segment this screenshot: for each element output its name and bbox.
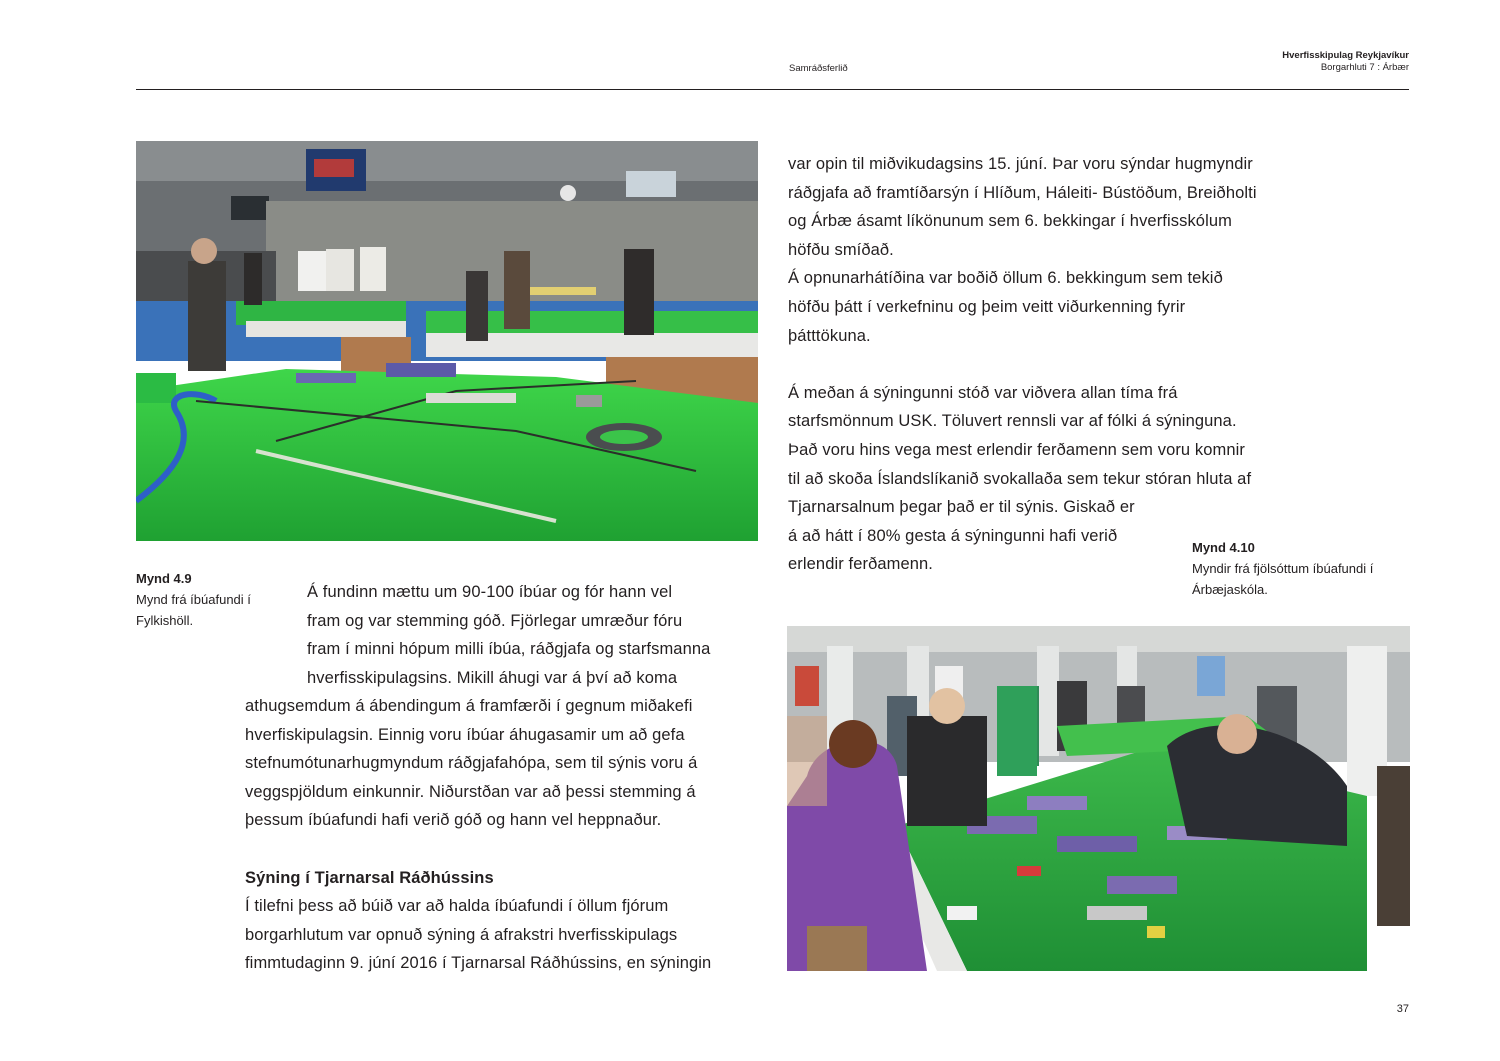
text-line: þátttökuna. bbox=[788, 326, 871, 345]
text-line: Á fundinn mættu um 90-100 íbúar og fór hann vel bbox=[307, 583, 673, 601]
text-line: starfsmönnum USK. Töluvert rennsli var af fólki á sýninguna. bbox=[788, 412, 1237, 431]
text-line: fram í minni hópum milli íbúa, ráðgjafa og starfsmanna bbox=[307, 640, 711, 659]
text-line: höfðu smíðað. bbox=[788, 240, 894, 259]
photo-arbaejaskoli-meeting bbox=[787, 626, 1410, 971]
text-line: hverfiskipulagsin. Einnig voru íbúar áhugasamir um að gefa bbox=[245, 725, 685, 744]
text-line: Í tilefni þess að búið var að halda íbúafundi í öllum fjórum bbox=[245, 897, 669, 916]
text-line: og Árbæ ásamt líkönunum sem 6. bekkingar í hverfisskólum bbox=[788, 212, 1232, 231]
text-line: á að hátt í 80% gesta á sýningunni hafi verið bbox=[788, 526, 1118, 545]
photo-fylkisholl-model bbox=[136, 141, 758, 541]
header-rule bbox=[136, 89, 1409, 90]
figure-caption-4-9 bbox=[136, 568, 251, 631]
page-number: 37 bbox=[1396, 1003, 1409, 1015]
left-intro-paragraph bbox=[307, 578, 710, 692]
text-line: stefnumótunarhugmyndum ráðgjafahópa, sem til sýnis voru á bbox=[245, 754, 698, 773]
figure-number: Mynd 4.9 bbox=[136, 571, 192, 586]
text-line: þessum íbúafundi hafi verið góð og hann vel heppnaður. bbox=[245, 811, 662, 830]
text-line: Á opnunarhátíðina var boðið öllum 6. bekkingum sem tekið bbox=[788, 269, 1223, 288]
text-line: veggspjöldum einkunnir. Niðurstðan var að þessi stemming á bbox=[245, 782, 696, 801]
header-section: Samráðsferlið bbox=[789, 63, 848, 74]
text-line: athugsemdum á ábendingum á framfærði í gegnum miðakefi bbox=[245, 697, 693, 715]
text-line: Það voru hins vega mest erlendir ferðamenn sem voru komnir bbox=[788, 440, 1246, 459]
text-line: erlendir ferðamenn. bbox=[788, 555, 933, 574]
header-title-block bbox=[1282, 50, 1409, 74]
figure-caption-line: Árbæjaskóla. bbox=[1192, 582, 1268, 597]
header-title: Hverfisskipulag Reykjavíkur bbox=[1282, 50, 1409, 61]
text-line: var opin til miðvikudagsins 15. júní. Þar voru sýndar hugmyndir bbox=[788, 155, 1253, 173]
figure-number: Mynd 4.10 bbox=[1192, 540, 1255, 555]
paragraph-spacer bbox=[788, 350, 1257, 379]
text-line: Á meðan á sýningunni stóð var viðvera allan tíma frá bbox=[788, 383, 1178, 402]
text-line: fram og var stemming góð. Fjörlegar umræður fóru bbox=[307, 611, 683, 630]
text-line: fimmtudaginn 9. júní 2016 í Tjarnarsal Ráðhússins, en sýningin bbox=[245, 954, 712, 973]
text-line: ráðgjafa að framtíðarsýn í Hlíðum, Háleiti- Bústöðum, Breiðholti bbox=[788, 183, 1257, 202]
figure-caption-4-10 bbox=[1192, 537, 1373, 600]
right-column-text bbox=[788, 150, 1257, 579]
figure-caption-line: Fylkishöll. bbox=[136, 613, 194, 628]
text-line: Tjarnarsalnum þegar það er til sýnis. Giskað er bbox=[788, 498, 1135, 517]
text-line: til að skoða Íslandslíkanið svokallaða sem tekur stóran hluta af bbox=[788, 469, 1252, 488]
paragraph-spacer bbox=[245, 835, 711, 864]
header-subtitle: Borgarhluti 7 : Árbær bbox=[1320, 62, 1409, 73]
text-line: hverfisskipulagsins. Mikill áhugi var á því að koma bbox=[307, 668, 678, 687]
section-heading: Sýning í Tjarnarsal Ráðhússins bbox=[245, 868, 494, 887]
text-line: höfðu þátt í verkefninu og þeim veitt viðurkenning fyrir bbox=[788, 297, 1186, 316]
figure-caption-line: Mynd frá íbúafundi í bbox=[136, 592, 251, 607]
left-paragraph-continued bbox=[245, 692, 711, 978]
text-line: borgarhlutum var opnuð sýning á afrakstri hverfisskipulags bbox=[245, 925, 678, 944]
figure-caption-line: Myndir frá fjölsóttum íbúafundi í bbox=[1192, 561, 1374, 576]
